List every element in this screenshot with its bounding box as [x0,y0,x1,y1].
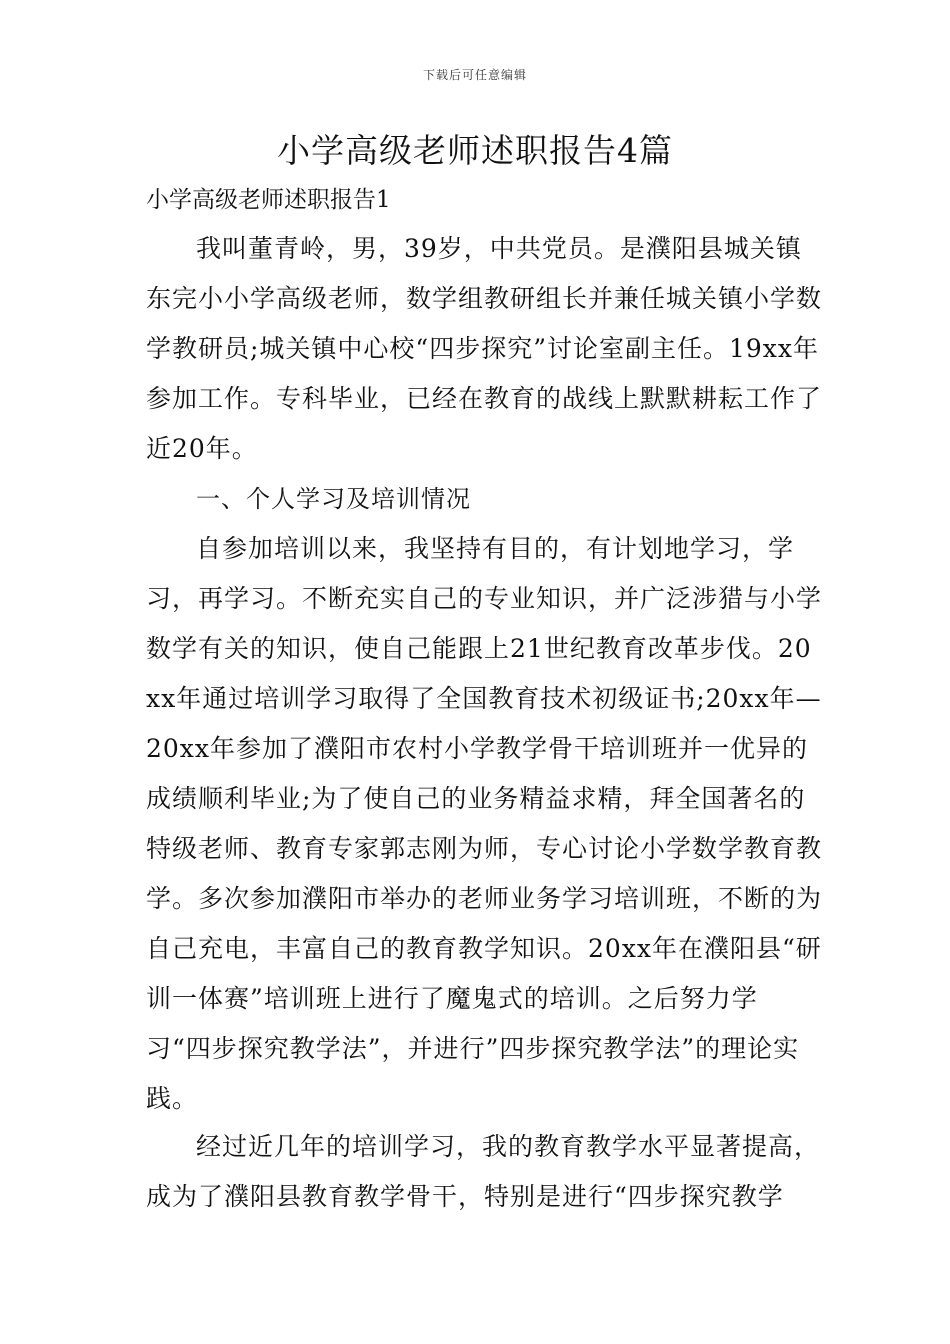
header-note: 下载后可任意编辑 [422,68,527,82]
section-title: 小学高级老师述职报告1 [146,187,391,213]
subheading-personal-study: 一、个人学习及培训情况 [196,485,471,513]
paragraph-intro: 我叫董青岭，男，39岁，中共党员。是濮阳县城关镇东完小小学高级老师，数学组教研组长并兼任城关镇小学数学教研员;城关镇中心校“四步探究”讨论室副主任。19xx年参加工作。专科毕业，已经在教育的战线上默默耕耘工作了近20年。 [146,234,823,463]
paragraph-results: 经过近几年的培训学习，我的教育教学水平显著提高，成为了濮阳县教育教学骨干，特别是进行“四步探究教学 [146,1132,821,1211]
document-title: 小学高级老师述职报告4篇 [277,131,673,170]
paragraph-training: 自参加培训以来，我坚持有目的，有计划地学习，学习，再学习。不断充实自己的专业知识，并广泛涉猎与小学数学有关的知识，使自己能跟上21世纪教育改革步伐。20xx年通过培训学习取得了全国教育技术初级证书;20xx年—20xx年参加了濮阳市农村小学教学骨干培训班并一优异的成绩顺利毕业;为了使自己的业务精益求精，拜全国著名的特级老师、教育专家郭志刚为师，专心讨论小学数学教育教学。多次参加濮阳市举办的老师业务学习培训班，不断的为自己充电，丰富自己的教育教学知识。20xx年在濮阳县“研训一体赛”培训班上进行了魔鬼式的培训。之后努力学习“四步探究教学法”，并进行”四步探究教学法”的理论实践。 [146,534,823,1113]
